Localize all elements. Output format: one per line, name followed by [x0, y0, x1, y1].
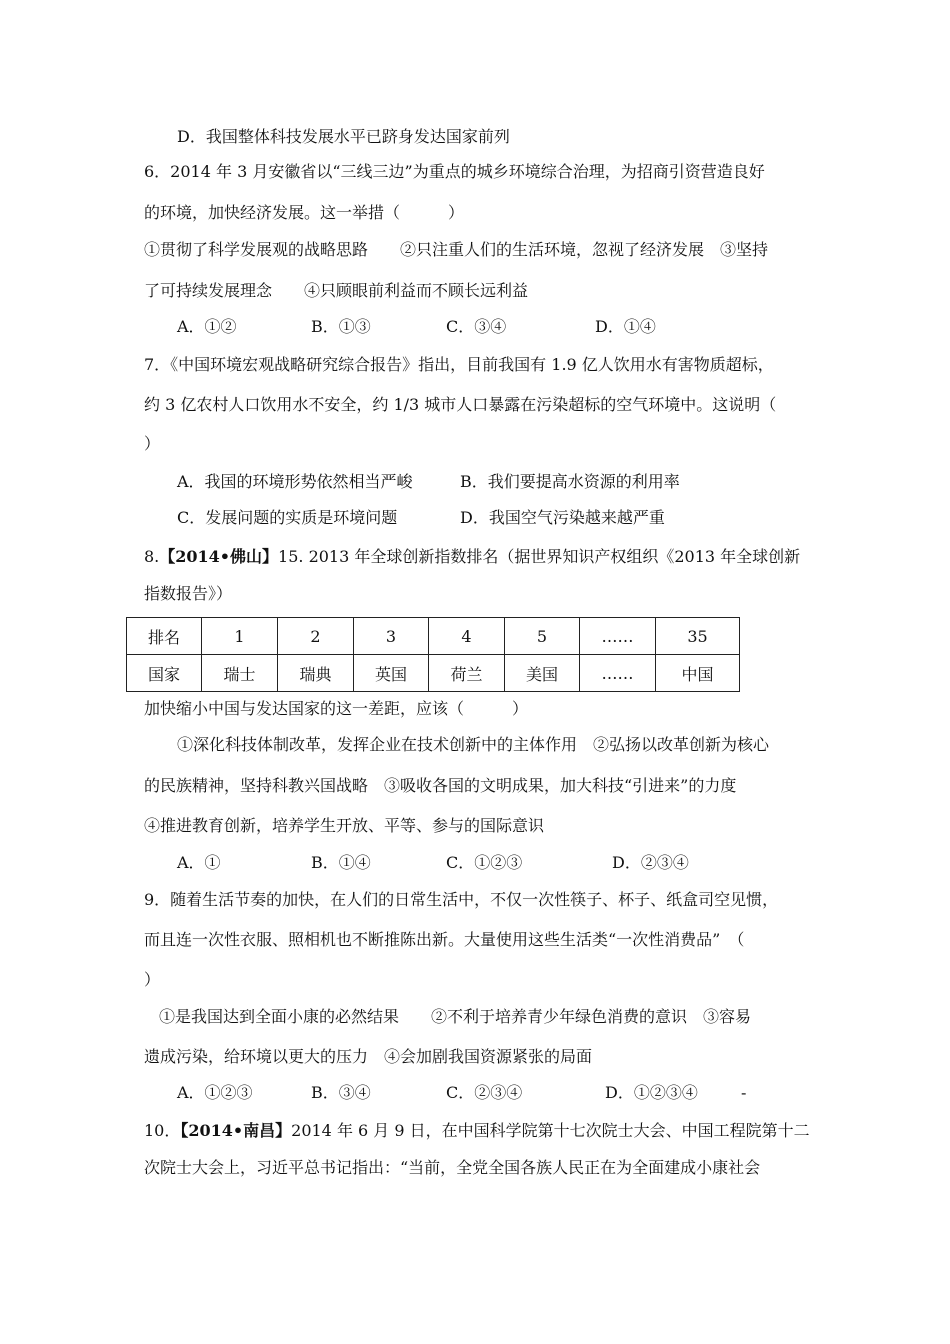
q8-option-c: C．①②③: [446, 853, 523, 872]
q8-source: 【2014•佛山】: [159, 547, 279, 566]
q6-option-b: B．①③: [311, 317, 371, 336]
q9-option-c: C．②③④: [446, 1083, 523, 1102]
q7-stem-line2: 约 3 亿农村人口饮用水不安全，约 1/3 城市人口暴露在污染超标的空气环境中。这说明（: [144, 395, 777, 414]
table-cell: 排名: [127, 618, 202, 655]
q7-option-c: C．发展问题的实质是环境问题: [177, 508, 398, 527]
q8-option-d: D．②③④: [612, 853, 689, 872]
q8-stem-line1: [144, 547, 800, 567]
q7-option-d: D．我国空气污染越来越严重: [460, 508, 665, 527]
q8-statements-line2: 的民族精神，坚持科教兴国战略 ③吸收各国的文明成果，加大科技“引进来”的力度: [144, 776, 737, 795]
ranking-table: [126, 617, 740, 692]
table-cell: 1: [202, 618, 278, 655]
q8-stem-text: 15. 2013 年全球创新指数排名（据世界知识产权组织《2013 年全球创新: [278, 547, 801, 566]
table-cell: 中国: [656, 655, 740, 692]
table-row: [127, 618, 740, 655]
q9-option-d: D．①②③④: [605, 1083, 698, 1102]
q8-statements-line1: ①深化科技体制改革，发挥企业在技术创新中的主体作用 ②弘扬以改革创新为核心: [177, 735, 770, 754]
table-cell: 3: [354, 618, 429, 655]
table-cell: 美国: [505, 655, 580, 692]
q5-option-d: D．我国整体科技发展水平已跻身发达国家前列: [177, 127, 510, 146]
q8-question-line: 加快缩小中国与发达国家的这一差距，应该（ ）: [144, 699, 529, 718]
q6-option-d: D．①④: [595, 317, 656, 336]
q8-statements-line3: ④推进教育创新，培养学生开放、平等、参与的国际意识: [144, 816, 545, 835]
q9-stem-line2: 而且连一次性衣服、照相机也不断推陈出新。大量使用这些生活类“一次性消费品” （: [144, 930, 745, 949]
q6-option-a: A．①②: [177, 317, 237, 336]
q9-stem-line3: ）: [144, 970, 161, 989]
table-cell: 5: [505, 618, 580, 655]
q7-option-b: B．我们要提高水资源的利用率: [460, 472, 680, 491]
q6-stem-line2: 的环境，加快经济发展。这一举措（ ）: [144, 203, 465, 222]
q9-statements-line2: 遗成污染，给环境以更大的压力 ④会加剧我国资源紧张的局面: [144, 1047, 593, 1066]
q9-stem-line1: 9．随着生活节奏的加快，在人们的日常生活中，不仅一次性筷子、杯子、纸盒司空见惯，: [144, 890, 779, 909]
table-cell: 英国: [354, 655, 429, 692]
q10-stem-line2: 次院士大会上，习近平总书记指出：“当前，全党全国各族人民正在为全面建成小康社会: [144, 1158, 761, 1177]
table-cell: 荷兰: [429, 655, 505, 692]
stray-dash: -: [741, 1083, 747, 1102]
q10-number: 10．: [144, 1121, 181, 1140]
q9-option-b: B．③④: [311, 1083, 371, 1102]
table-cell: ……: [580, 655, 656, 692]
q8-option-b: B．①④: [311, 853, 371, 872]
q7-option-a: A．我国的环境形势依然相当严峻: [177, 472, 413, 491]
q9-statements-line1: ①是我国达到全面小康的必然结果 ②不利于培养青少年绿色消费的意识 ③容易: [159, 1007, 752, 1026]
table-row: [127, 655, 740, 692]
q10-stem-text: 2014 年 6 月 9 日，在中国科学院第十七次院士大会、中国工程院第十二: [291, 1121, 810, 1140]
q8-number: 8.: [144, 547, 160, 566]
q6-statements-line1: ①贯彻了科学发展观的战略思路 ②只注重人们的生活环境，忽视了经济发展 ③坚持: [144, 240, 769, 259]
q6-statements-line2: 了可持续发展理念 ④只顾眼前利益而不顾长远利益: [144, 281, 529, 300]
table-cell: 2: [278, 618, 354, 655]
table-cell: 35: [656, 618, 740, 655]
table-cell: 瑞士: [202, 655, 278, 692]
table-cell: 国家: [127, 655, 202, 692]
q8-stem-line2: 指数报告》）: [144, 584, 233, 603]
table-cell: 瑞典: [278, 655, 354, 692]
q9-option-a: A．①②③: [177, 1083, 253, 1102]
q8-option-a: A．①: [177, 853, 221, 872]
q10-source: 【2014•南昌】: [180, 1121, 292, 1140]
table-cell: ……: [580, 618, 656, 655]
table-cell: 4: [429, 618, 505, 655]
q6-stem-line1: 6．2014 年 3 月安徽省以“三线三边”为重点的城乡环境综合治理，为招商引资营造良好: [144, 162, 765, 181]
q7-stem-line3: ）: [144, 434, 161, 453]
q10-stem-line1: [144, 1121, 810, 1141]
q7-stem-line1: 7．《中国环境宏观战略研究综合报告》指出，目前我国有 1.9 亿人饮用水有害物质超标，: [144, 355, 774, 374]
q6-option-c: C．③④: [446, 317, 507, 336]
